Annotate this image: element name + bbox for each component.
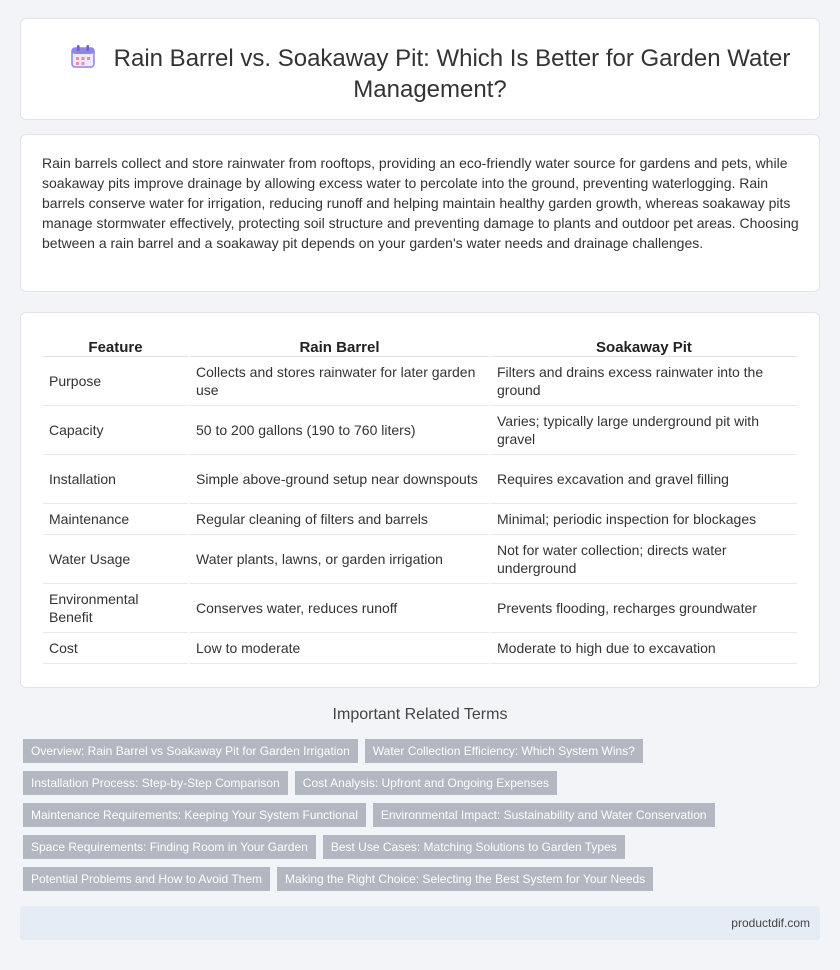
table-row <box>43 535 797 584</box>
title-card <box>20 18 820 120</box>
soakaway-pit-cell: Filters and drains excess rainwater into the ground <box>491 357 797 406</box>
related-term-tag[interactable]: Installation Process: Step-by-Step Comparison <box>23 771 288 795</box>
related-term-tag[interactable]: Potential Problems and How to Avoid Them <box>23 867 270 891</box>
related-term-tag[interactable]: Making the Right Choice: Selecting the Best System for Your Needs <box>277 867 653 891</box>
soakaway-pit-cell: Requires excavation and gravel filling <box>491 455 797 504</box>
soakaway-pit-cell: Not for water collection; directs water underground <box>491 535 797 584</box>
footer-site-link[interactable]: productdif.com <box>731 916 810 930</box>
feature-cell: Cost <box>43 633 188 664</box>
rain-barrel-cell: Collects and stores rainwater for later garden use <box>190 357 489 406</box>
header-rain-barrel: Rain Barrel <box>190 333 489 357</box>
related-term-tag[interactable]: Water Collection Efficiency: Which System Wins? <box>365 739 643 763</box>
comparison-card <box>20 312 820 688</box>
table-row <box>43 455 797 504</box>
related-term-tag[interactable]: Environmental Impact: Sustainability and Water Conservation <box>373 803 715 827</box>
header-feature: Feature <box>43 333 188 357</box>
table-row <box>43 633 797 664</box>
header-soakaway-pit: Soakaway Pit <box>491 333 797 357</box>
rain-barrel-cell: Simple above-ground setup near downspouts <box>190 455 489 504</box>
footer-bar <box>20 906 820 940</box>
related-terms-heading: Important Related Terms <box>332 706 508 723</box>
soakaway-pit-cell: Varies; typically large underground pit with gravel <box>491 406 797 455</box>
rain-barrel-cell: Conserves water, reduces runoff <box>190 584 489 633</box>
table-row <box>43 406 797 455</box>
related-term-tag[interactable]: Overview: Rain Barrel vs Soakaway Pit for Garden Irrigation <box>23 739 358 763</box>
rain-barrel-cell: Regular cleaning of filters and barrels <box>190 504 489 535</box>
feature-cell: Environmental Benefit <box>43 584 188 633</box>
related-term-tag[interactable]: Space Requirements: Finding Room in Your Garden <box>23 835 316 859</box>
soakaway-pit-cell: Moderate to high due to excavation <box>491 633 797 664</box>
table-row <box>43 504 797 535</box>
intro-card <box>20 134 820 292</box>
related-term-tag[interactable]: Best Use Cases: Matching Solutions to Garden Types <box>323 835 625 859</box>
table-header-row <box>43 333 797 357</box>
page-title-wrap <box>61 43 799 105</box>
rain-barrel-cell: Low to moderate <box>190 633 489 664</box>
comparison-table <box>41 333 799 664</box>
feature-cell: Capacity <box>43 406 188 455</box>
feature-cell: Purpose <box>43 357 188 406</box>
table-row <box>43 357 797 406</box>
feature-cell: Maintenance <box>43 504 188 535</box>
intro-paragraph: Rain barrels collect and store rainwater from rooftops, providing an eco-friendly water source for gardens and pets, while soakaway pits improve drainage by allowing excess water to percolate into the ground, preventing waterlogging. Rain barrels conserve water for irrigation, reducing runoff and helping maintain healthy garden growth, whereas soakaway pits manage stormwater effectively, protecting soil structure and preventing damage to plants and outdoor pet areas. Choosing between a rain barrel and a soakaway pit depends on your garden's water needs and drainage challenges. <box>42 155 799 251</box>
related-term-tag[interactable]: Maintenance Requirements: Keeping Your System Functional <box>23 803 366 827</box>
page-title: Rain Barrel vs. Soakaway Pit: Which Is Better for Garden Water Management? <box>113 45 791 103</box>
related-terms-list <box>23 739 823 899</box>
feature-cell: Installation <box>43 455 188 504</box>
feature-cell: Water Usage <box>43 535 188 584</box>
rain-barrel-cell: Water plants, lawns, or garden irrigation <box>190 535 489 584</box>
rain-barrel-cell: 50 to 200 gallons (190 to 760 liters) <box>190 406 489 455</box>
soakaway-pit-cell: Minimal; periodic inspection for blockages <box>491 504 797 535</box>
related-term-tag[interactable]: Cost Analysis: Upfront and Ongoing Expenses <box>295 771 557 795</box>
table-row <box>43 584 797 633</box>
soakaway-pit-cell: Prevents flooding, recharges groundwater <box>491 584 797 633</box>
calendar-icon <box>70 43 96 69</box>
